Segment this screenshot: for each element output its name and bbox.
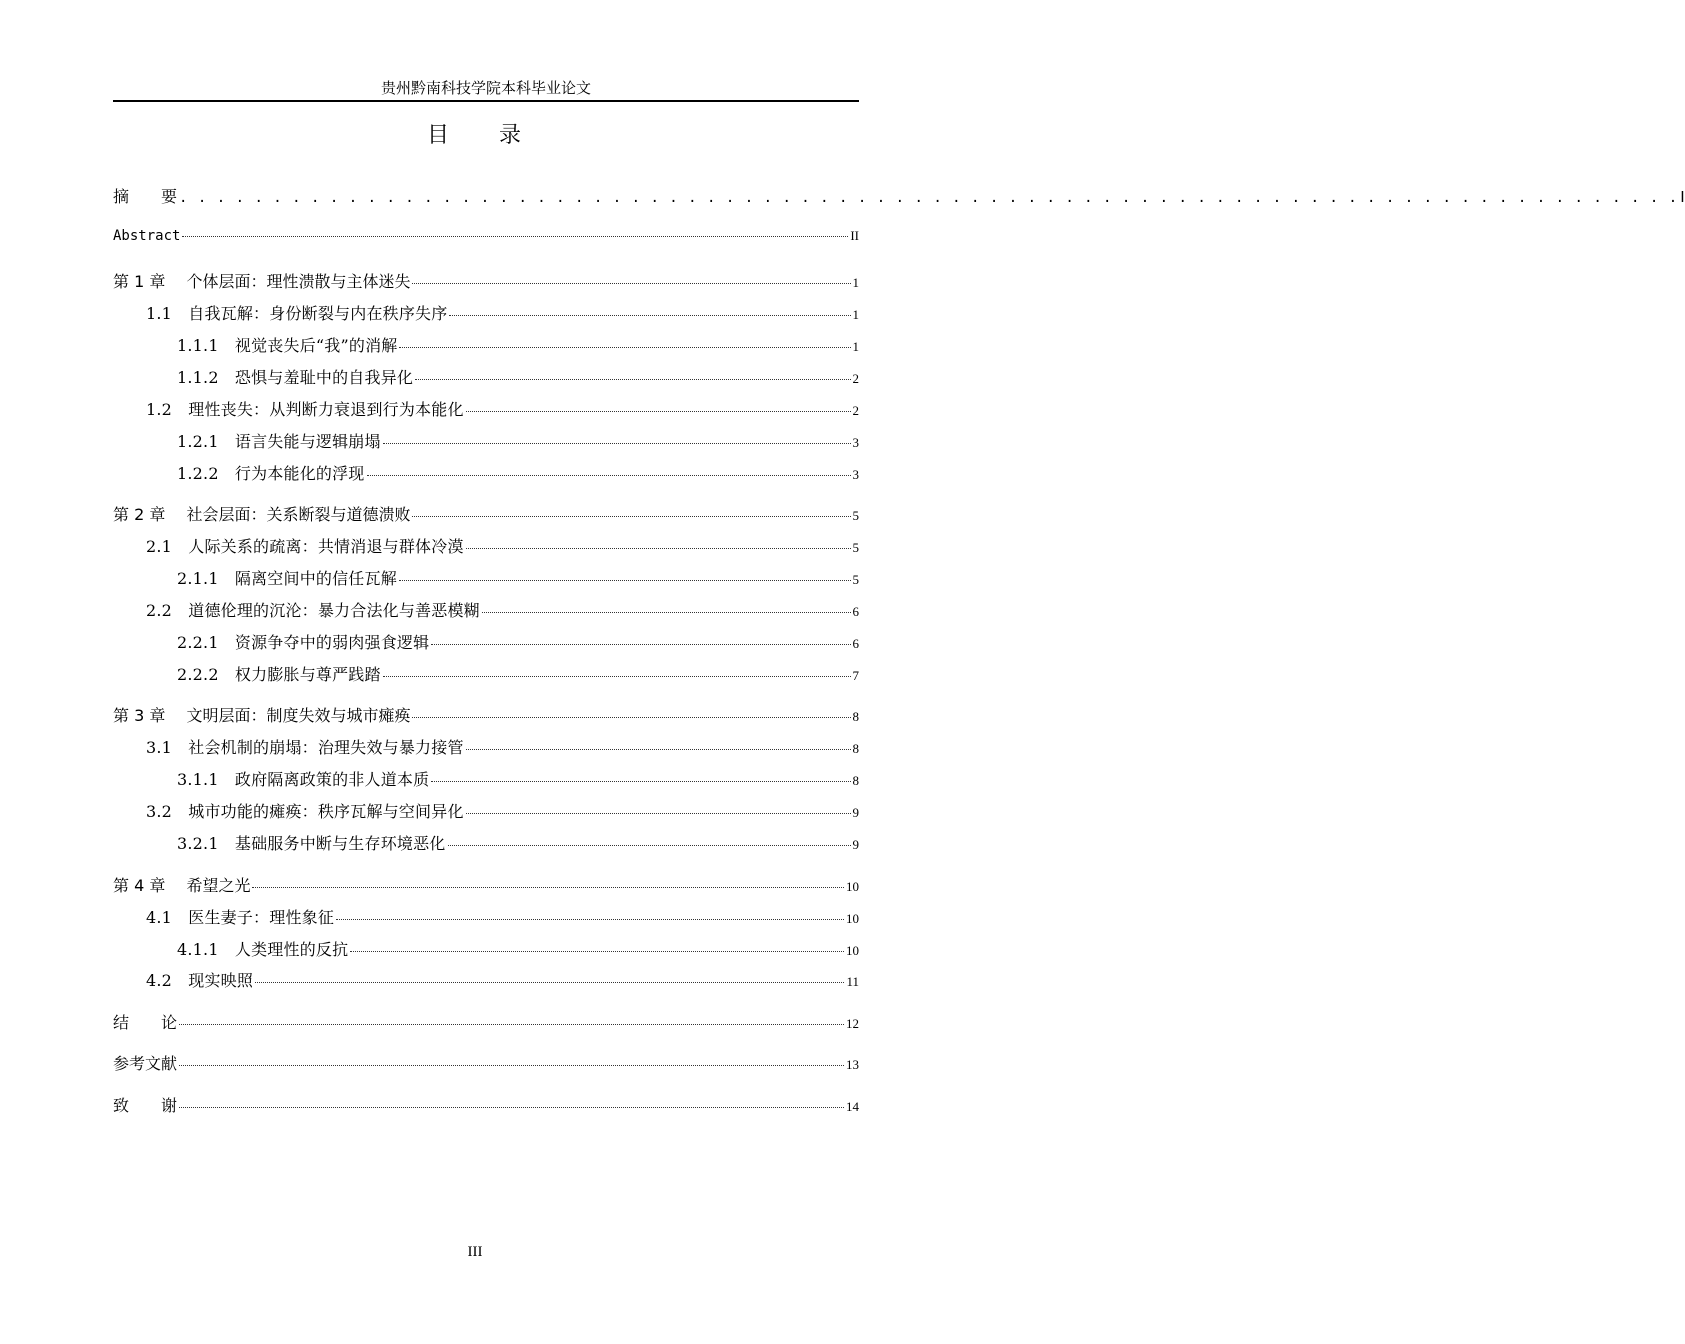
toc-entry-label: Abstract: [113, 228, 181, 244]
toc-page-number: 1: [852, 307, 859, 322]
running-header: 贵州黔南科技学院本科毕业论文: [380, 79, 591, 97]
toc-entry-section[interactable]: [146, 905, 859, 927]
toc-page-number: 6: [852, 604, 859, 619]
toc-page-number: II: [850, 228, 859, 243]
toc-entry-label: 1.1.2 恐惧与羞耻中的自我异化: [177, 368, 414, 387]
toc-entry-section[interactable]: [146, 968, 859, 990]
toc-entry-references[interactable]: [113, 1051, 859, 1073]
toc-leader: [431, 643, 850, 645]
toc-entry-label: 4.2 现实映照: [146, 971, 254, 990]
toc-entry-label: 3.1.1 政府隔离政策的非人道本质: [177, 770, 430, 789]
toc-page-number: 1: [852, 339, 859, 354]
toc-page-number: 9: [852, 837, 859, 852]
toc-leader: [336, 918, 844, 920]
toc-entry-label: 参考文献: [113, 1054, 178, 1073]
toc-entry-subsection[interactable]: [177, 461, 859, 483]
toc-entry-subsection[interactable]: [177, 365, 859, 387]
toc-entry-label: 3.2 城市功能的瘫痪：秩序瓦解与空间异化: [146, 802, 464, 821]
toc-leader: [383, 442, 851, 444]
toc-page-number: 12: [846, 1016, 859, 1031]
toc-page-number: 8: [852, 741, 859, 756]
toc-page-number: 5: [852, 540, 859, 555]
toc-entry-subsection[interactable]: [177, 831, 859, 853]
toc-entry-subsection[interactable]: [177, 937, 859, 959]
toc-entry-subsection[interactable]: [177, 566, 859, 588]
toc-leader: [367, 474, 851, 476]
toc-page-number: 8: [852, 709, 859, 724]
toc-entry-label: 致 谢: [113, 1096, 178, 1115]
toc-entry-chapter-2[interactable]: [113, 502, 859, 524]
toc-leader: [412, 282, 850, 284]
toc-entry-label: 4.1 医生妻子：理性象征: [146, 908, 335, 927]
toc-entry-label: 1.2 理性丧失：从判断力衰退到行为本能化: [146, 400, 464, 419]
toc-entry-section[interactable]: [146, 534, 859, 556]
toc-entry-label: 1.1 自我瓦解：身份断裂与内在秩序失序: [146, 304, 448, 323]
toc-page-number: I: [1680, 188, 1685, 206]
toc-page-number: 3: [852, 467, 859, 482]
toc-entry-label: 2.2.1 资源争夺中的弱肉强食逻辑: [177, 633, 430, 652]
toc-entry-abstract-cn[interactable]: [113, 184, 1685, 206]
toc-entry-section[interactable]: [146, 301, 859, 323]
toc-page-number: 10: [846, 911, 859, 926]
toc-leader: [448, 844, 851, 846]
toc-leader: . . . . . . . . . . . . . . . . . . . . . . . . . . . . . . . . . . . . . . . . . . . . . . . . . . . . . . . . . . . . . . . . . . . . . . . . . . . . . . . .: [179, 190, 1679, 206]
toc-entry-label: 第 4 章 希望之光: [113, 876, 251, 895]
toc-entry-label: 第 1 章 个体层面：理性溃散与主体迷失: [113, 272, 411, 291]
toc-entry-acknowledgement[interactable]: [113, 1093, 859, 1115]
toc-leader: [466, 547, 851, 549]
toc-entry-section[interactable]: [146, 799, 859, 821]
toc-leader: [252, 886, 844, 888]
toc-leader: [255, 981, 844, 983]
toc-page-number: 14: [846, 1099, 859, 1114]
toc-leader: [449, 314, 850, 316]
toc-leader: [415, 378, 850, 380]
toc-entry-subsection[interactable]: [177, 767, 859, 789]
toc-entry-label: 结 论: [113, 1013, 178, 1032]
toc-page-number: 9: [852, 805, 859, 820]
toc-leader: [179, 1064, 844, 1066]
toc-entry-abstract-en[interactable]: [113, 228, 859, 250]
toc-entry-chapter-4[interactable]: [113, 873, 859, 895]
toc-leader: [466, 748, 851, 750]
toc-entry-label: 第 3 章 文明层面：制度失效与城市瘫痪: [113, 706, 411, 725]
toc-entry-section[interactable]: [146, 598, 859, 620]
toc-leader: [383, 675, 851, 677]
toc-entry-subsection[interactable]: [177, 429, 859, 451]
toc-entry-section[interactable]: [146, 397, 859, 419]
toc-entry-label: 1.2.1 语言失能与逻辑崩塌: [177, 432, 381, 451]
toc-entry-chapter-1[interactable]: [113, 269, 859, 291]
toc-leader: [466, 410, 851, 412]
toc-entry-subsection[interactable]: [177, 662, 859, 684]
toc-entry-subsection[interactable]: [177, 630, 859, 652]
toc-entry-label: 1.2.2 行为本能化的浮现: [177, 464, 365, 483]
toc-entry-label: 第 2 章 社会层面：关系断裂与道德溃败: [113, 505, 411, 524]
toc-leader: [179, 1023, 844, 1025]
toc-page-number: 7: [852, 668, 859, 683]
toc-entry-conclusion[interactable]: [113, 1010, 859, 1032]
toc-leader: [431, 780, 850, 782]
header-rule: [113, 100, 859, 102]
toc-entry-label: 2.2.2 权力膨胀与尊严践踏: [177, 665, 381, 684]
toc-entry-label: 3.1 社会机制的崩塌：治理失效与暴力接管: [146, 738, 464, 757]
toc-page-number: 13: [846, 1057, 859, 1072]
toc-leader: [399, 346, 850, 348]
toc-entry-label: 2.1 人际关系的疏离：共情消退与群体冷漠: [146, 537, 464, 556]
toc-page-number: 10: [846, 879, 859, 894]
toc-entry-label: 3.2.1 基础服务中断与生存环境恶化: [177, 834, 446, 853]
toc-page-number: 8: [852, 773, 859, 788]
toc-entry-label: 4.1.1 人类理性的反抗: [177, 940, 349, 959]
toc-entry-label: 摘 要: [113, 187, 178, 206]
toc-leader: [466, 812, 851, 814]
toc-leader: [482, 611, 851, 613]
toc-page-number: 2: [852, 371, 859, 386]
toc-page-number: 5: [852, 572, 859, 587]
toc-entry-section[interactable]: [146, 735, 859, 757]
toc-entry-label: 2.2 道德伦理的沉沦：暴力合法化与善恶模糊: [146, 601, 480, 620]
toc-entry-chapter-3[interactable]: [113, 703, 859, 725]
toc-page-number: 2: [852, 403, 859, 418]
toc-page-number: 10: [846, 943, 859, 958]
toc-entry-label: 2.1.1 隔离空间中的信任瓦解: [177, 569, 397, 588]
toc-leader: [399, 579, 851, 581]
toc-leader: [350, 950, 844, 952]
toc-page-number: 1: [852, 275, 859, 290]
toc-leader: [412, 515, 850, 517]
toc-leader: [182, 235, 848, 237]
page-title: 目 录: [426, 123, 523, 148]
toc-leader: [179, 1106, 844, 1108]
toc-page-number: 5: [852, 508, 859, 523]
toc-page-number: 6: [852, 636, 859, 651]
toc-page-number: 3: [852, 435, 859, 450]
toc-entry-label: 1.1.1 视觉丧失后“我”的消解: [177, 336, 398, 355]
toc-leader: [412, 716, 850, 718]
page-number: III: [467, 1244, 483, 1260]
toc-entry-subsection[interactable]: [177, 333, 859, 355]
toc-page-number: 11: [846, 974, 859, 989]
